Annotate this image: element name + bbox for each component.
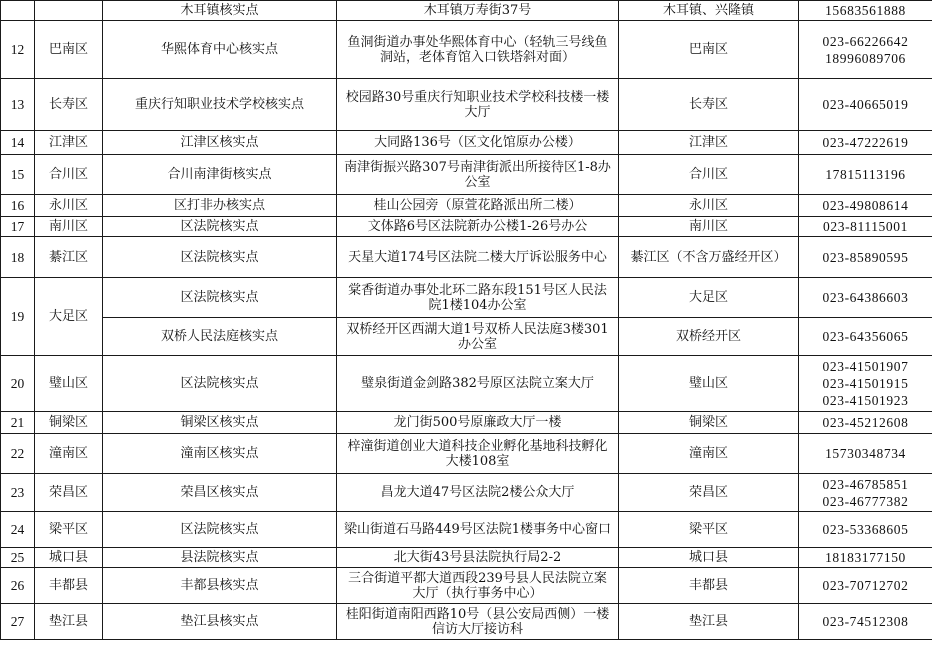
- table-row: [1, 474, 932, 512]
- table-row: [1, 21, 932, 79]
- district-cell: 长寿区: [35, 79, 103, 131]
- address-cell: 昌龙大道47号区法院2楼公众大厅: [337, 474, 619, 512]
- area-cell: 永川区: [619, 195, 799, 217]
- phone-cell: [799, 278, 932, 318]
- address-cell: 鱼洞街道办事处华熙体育中心（轻轨三号线鱼洞站，老体育馆入口铁塔斜对面）: [337, 21, 619, 79]
- area-cell: 双桥经开区: [619, 318, 799, 356]
- phone-number: 023-85890595: [822, 249, 909, 265]
- table-row: [1, 356, 932, 412]
- address-cell: 木耳镇万寿街37号: [337, 1, 619, 21]
- address-cell: 大同路136号（区文化馆原办公楼）: [337, 131, 619, 155]
- district-cell: 永川区: [35, 195, 103, 217]
- phone-number: 023-46785851: [822, 476, 909, 492]
- district-cell: [35, 1, 103, 21]
- phone-number: 023-40665019: [822, 97, 909, 112]
- phone-cell: [799, 512, 932, 548]
- table-row: [1, 434, 932, 474]
- phone-number: 023-41501915: [822, 376, 909, 391]
- table-row: [1, 568, 932, 604]
- phone-number: 15683561888: [825, 3, 906, 18]
- address-cell: 天星大道174号区法院二楼大厅诉讼服务中心: [337, 237, 619, 278]
- site-cell: 区法院核实点: [103, 278, 337, 318]
- site-cell: 华熙体育中心核实点: [103, 21, 337, 79]
- row-number: 25: [1, 548, 35, 568]
- row-number: 23: [1, 474, 35, 512]
- phone-cell: [799, 217, 932, 237]
- district-cell: 合川区: [35, 155, 103, 195]
- area-cell: 城口县: [619, 548, 799, 568]
- phone-cell: [799, 21, 932, 79]
- row-number: 14: [1, 131, 35, 155]
- table-row: [1, 548, 932, 568]
- area-cell: 南川区: [619, 217, 799, 237]
- address-cell: 文体路6号区法院新办公楼1-26号办公: [337, 217, 619, 237]
- site-cell: 双桥人民法庭核实点: [103, 318, 337, 356]
- table-body: [1, 1, 932, 640]
- phone-number: 023-49808614: [822, 198, 909, 213]
- area-cell: 合川区: [619, 155, 799, 195]
- district-cell: 江津区: [35, 131, 103, 155]
- district-cell: 荣昌区: [35, 474, 103, 512]
- address-cell: 桂山公园旁（原萱花路派出所二楼）: [337, 195, 619, 217]
- table-row: [1, 318, 932, 356]
- site-cell: 区法院核实点: [103, 512, 337, 548]
- phone-cell: [799, 155, 932, 195]
- site-cell: 区法院核实点: [103, 237, 337, 278]
- address-cell: 梁山街道石马路449号区法院1楼事务中心窗口: [337, 512, 619, 548]
- row-number: 18: [1, 237, 35, 278]
- area-cell: 潼南区: [619, 434, 799, 474]
- phone-cell: [799, 474, 932, 512]
- district-cell: 垫江县: [35, 604, 103, 640]
- row-number: 13: [1, 79, 35, 131]
- phone-number: 023-64386603: [822, 290, 909, 305]
- area-cell: 垫江县: [619, 604, 799, 640]
- table-row: [1, 1, 932, 21]
- address-cell: 棠香街道办事处北环二路东段151号区人民法院1楼104办公室: [337, 278, 619, 318]
- district-cell: 綦江区: [35, 237, 103, 278]
- phone-cell: [799, 131, 932, 155]
- table-row: [1, 237, 932, 278]
- area-cell: 大足区: [619, 278, 799, 318]
- district-cell: 大足区: [35, 278, 103, 356]
- district-cell: 巴南区: [35, 21, 103, 79]
- phone-cell: [799, 412, 932, 434]
- row-number: 20: [1, 356, 35, 412]
- address-cell: 三合街道平都大道西段239号县人民法院立案大厅（执行事务中心）: [337, 568, 619, 604]
- address-cell: 桂阳街道南阳西路10号（县公安局西侧）一楼信访大厅接访科: [337, 604, 619, 640]
- address-cell: 梓潼街道创业大道科技企业孵化基地科技孵化大楼108室: [337, 434, 619, 474]
- table-row: [1, 195, 932, 217]
- phone-cell: [799, 604, 932, 640]
- phone-cell: [799, 356, 932, 412]
- site-cell: 重庆行知职业技术学校核实点: [103, 79, 337, 131]
- district-cell: 铜梁区: [35, 412, 103, 434]
- site-cell: 区法院核实点: [103, 356, 337, 412]
- area-cell: 木耳镇、兴隆镇: [619, 1, 799, 21]
- phone-cell: [799, 434, 932, 474]
- table-row: [1, 217, 932, 237]
- address-cell: 璧泉街道金剑路382号原区法院立案大厅: [337, 356, 619, 412]
- site-cell: 县法院核实点: [103, 548, 337, 568]
- row-number: 15: [1, 155, 35, 195]
- area-cell: 巴南区: [619, 21, 799, 79]
- address-cell: 北大街43号县法院执行局2-2: [337, 548, 619, 568]
- area-cell: 璧山区: [619, 356, 799, 412]
- phone-cell: [799, 195, 932, 217]
- table-row: [1, 512, 932, 548]
- site-cell: 区打非办核实点: [103, 195, 337, 217]
- area-cell: 江津区: [619, 131, 799, 155]
- phone-number: 023-81115001: [823, 219, 908, 234]
- address-cell: 龙门街500号原廉政大厅一楼: [337, 412, 619, 434]
- district-cell: 丰都县: [35, 568, 103, 604]
- district-cell: 梁平区: [35, 512, 103, 548]
- phone-cell: [799, 318, 932, 356]
- phone-number: 18996089706: [825, 50, 906, 66]
- district-cell: 南川区: [35, 217, 103, 237]
- row-number: [1, 1, 35, 21]
- area-cell: 丰都县: [619, 568, 799, 604]
- table-row: [1, 412, 932, 434]
- row-number: 22: [1, 434, 35, 474]
- area-cell: 长寿区: [619, 79, 799, 131]
- phone-number: 17815113196: [825, 167, 906, 182]
- area-cell: 梁平区: [619, 512, 799, 548]
- site-cell: 木耳镇核实点: [103, 1, 337, 21]
- address-cell: 双桥经开区西湖大道1号双桥人民法庭3楼301办公室: [337, 318, 619, 356]
- area-cell: 綦江区（不含万盛经开区）: [619, 237, 799, 278]
- district-cell: 潼南区: [35, 434, 103, 474]
- row-number: 17: [1, 217, 35, 237]
- address-cell: 南津街振兴路307号南津街派出所接待区1-8办公室: [337, 155, 619, 195]
- table-row: [1, 131, 932, 155]
- table-row: [1, 278, 932, 318]
- phone-number: 023-64356065: [822, 329, 909, 344]
- address-cell: 校园路30号重庆行知职业技术学校科技楼一楼大厅: [337, 79, 619, 131]
- site-cell: 潼南区核实点: [103, 434, 337, 474]
- phone-number: 023-53368605: [822, 522, 909, 537]
- phone-cell: [799, 79, 932, 131]
- phone-number: 023-47222619: [822, 135, 909, 150]
- table-row: [1, 79, 932, 131]
- row-number: 16: [1, 195, 35, 217]
- district-cell: 城口县: [35, 548, 103, 568]
- phone-number: 18183177150: [825, 550, 906, 565]
- phone-number: 15730348734: [825, 446, 906, 461]
- site-cell: 铜梁区核实点: [103, 412, 337, 434]
- area-cell: 铜梁区: [619, 412, 799, 434]
- row-number: 21: [1, 412, 35, 434]
- phone-cell: [799, 548, 932, 568]
- row-number: 12: [1, 21, 35, 79]
- phone-number: 023-45212608: [822, 415, 909, 430]
- phone-cell: [799, 237, 932, 278]
- phone-number: 023-74512308: [822, 614, 909, 629]
- row-number: 27: [1, 604, 35, 640]
- site-cell: 垫江县核实点: [103, 604, 337, 640]
- table-row: [1, 604, 932, 640]
- row-number: 19: [1, 278, 35, 356]
- phone-number: 023-70712702: [822, 578, 909, 593]
- phone-number: 023-46777382: [822, 493, 909, 509]
- site-cell: 区法院核实点: [103, 217, 337, 237]
- site-cell: 荣昌区核实点: [103, 474, 337, 512]
- site-cell: 江津区核实点: [103, 131, 337, 155]
- phone-cell: [799, 1, 932, 21]
- site-cell: 合川南津街核实点: [103, 155, 337, 195]
- row-number: 26: [1, 568, 35, 604]
- phone-number: 023-41501907: [822, 359, 909, 374]
- row-number: 24: [1, 512, 35, 548]
- site-cell: 丰都县核实点: [103, 568, 337, 604]
- phone-cell: [799, 568, 932, 604]
- phone-number: 023-41501923: [822, 393, 909, 408]
- table-row: [1, 155, 932, 195]
- area-cell: 荣昌区: [619, 474, 799, 512]
- phone-number: 023-66226642: [822, 33, 909, 49]
- district-cell: 璧山区: [35, 356, 103, 412]
